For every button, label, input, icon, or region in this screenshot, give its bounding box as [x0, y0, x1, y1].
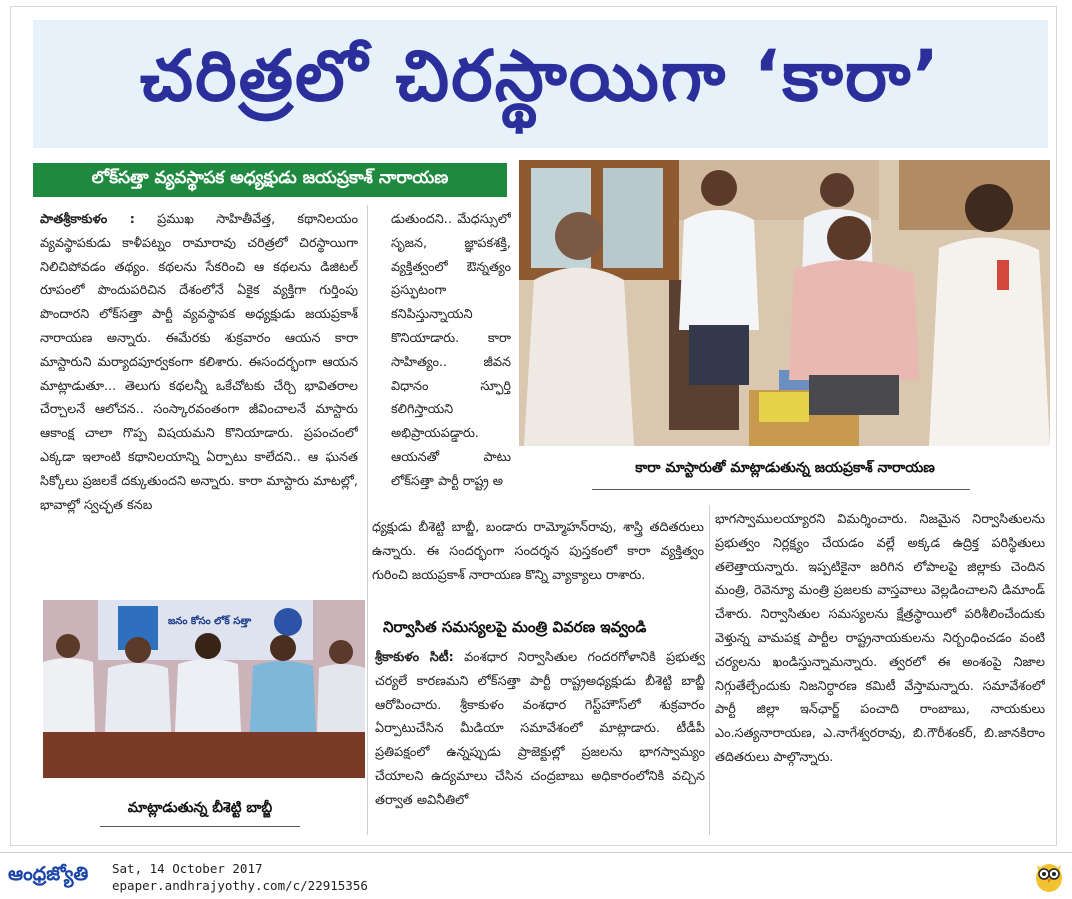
story2-column3 [715, 508, 1045, 828]
column-divider [367, 205, 368, 835]
story1-col2-wide-text: ధ్యక్షుడు బీశెట్టి బాబ్జీ, బండారు రామ్మోహన్‌రావు, శాస్త్రి తదితరులు ఉన్నారు. ఈ సందర్భంగా సందర్శన పుస్తకంలో కారా వ్యక్తిత్వం గురించి జయప్రకాశ్ నారాయణ కొన్ని వ్యాక్యాలు రాశారు. [372, 520, 704, 583]
caption-rule-left [100, 826, 300, 827]
story2-column2 [375, 646, 705, 834]
story2-subhead: నిర్వాసిత సమస్యలపై మంత్రి వివరణ ఇవ్వండి [383, 618, 647, 636]
column-divider [709, 505, 710, 835]
story1-column2 [391, 208, 511, 516]
photo-banner-text: జనం కోసం లోక్‌ సత్తా [168, 616, 252, 627]
footer-date: Sat, 14 October 2017 [112, 861, 263, 876]
caption-rule [592, 489, 970, 490]
headline: చరిత్రలో చిరస్థాయిగా ‘కారా’ [33, 20, 1048, 148]
story1-col1-text: ప్రముఖ సాహితీవేత్త, కథానిలయం వ్యవస్థాపకుడు కాళీపట్నం రామారావు చరిత్రలో చిరస్థాయిగా నిలిచిపోవడం తథ్యం. కథలను సేకరించి ఆ కథలను డిజిటల్ రూపంలో పొందుపరిచిన దేశంలోనే ఏకైక వ్యక్తిగా గుర్తింపు పొందారని లోక్‌సత్తా పార్టీ వ్యవస్థాపక అధ్యక్షుడు జయప్రకాశ్ నారాయణ అన్నారు. ఈమేరకు శుక్రవారం ఆయన కారా మాస్టారుని మర్యాదపూర్వకంగా కలిశారు. ఈసందర్భంగా ఆయన మాట్లాడుతూ... తెలుగు కథలన్నీ ఒకేచోటకు చేర్చి భావితరాల చేర్చాలనే ఆలోచన.. సంస్కారవంతంగా జీవించాలనే మాస్టారు ఆకాంక్ష చాలా గొప్ప విషయమని కొనియాడారు. ప్రపంచంలో ఎక్కడా ఇలాంటి కథానిలయాన్ని ఏర్పాటు కాలేదని.. ఆ ఘనత సిక్కోలు ప్రజలకే దక్కుతుందని అన్నారు. కారా మాస్టారు మాటల్లో, భావాల్లో స్వచ్ఛత కనబ [40, 212, 358, 513]
photo-meeting-image [519, 160, 1050, 446]
story1-column1 [40, 208, 358, 588]
photo-meeting-caption: కారా మాస్టారుతో మాట్లాడుతున్న జయప్రకాశ్ నారాయణ [635, 460, 935, 476]
epaper-footer [0, 852, 1072, 899]
kicker-strap: లోక్‌సత్తా వ్యవస్థాపక అధ్యక్షుడు జయప్రకాశ్ నారాయణ [33, 163, 507, 197]
story2-col3-text: భాగస్వాములయ్యారని విమర్శించారు. నిజమైన నిర్వాసితులను ప్రభుత్వం నిర్లక్ష్యం చేయడం వల్లే అక్కడ ఉద్రిక్త పరిస్థితులు తలెత్తాయన్నారు. ఇప్పటికైనా జరిగిన లోపాలపై జిల్లాకు చెందిన మంత్రి, రెవెన్యూ మంత్రి ప్రజలకు వాస్తవాలు వెల్లడించాలని డిమాండ్ చేశారు. నిర్వాసితుల సమస్యలను క్షేత్రస్థాయిలో పరిశీలించేందుకు వెళ్తున్న వామపక్ష పార్టీల రాష్ట్రనాయకులను నిర్బంధించడం వంటి చర్యలను ఖండిస్తున్నామన్నారు. త్వరలో ఈ అంశంపై నిజాల నిగ్గుతేల్చేందుకు నిజనిర్ధారణ కమిటీ వేస్తామన్నారు. సమావేశంలో పార్టీ జిల్లా ఇన్‌ఛార్జ్ పంచాది రాంబాబు, నాయకులు ఎం.సత్యనారాయణ, ఎ.నాగేశ్వరరావు, బి.గౌరీశంకర్, బి.జానకిరాం తదితరులు పాల్గొన్నారు. [715, 512, 1045, 765]
story1-column2-wide [372, 516, 704, 606]
story1-dateline: పాతశ్రీకాకుళం : [40, 212, 135, 227]
owl-icon[interactable] [1034, 859, 1064, 893]
footer-url[interactable]: epaper.andhrajyothy.com/c/22915356 [112, 878, 368, 893]
story1-col2-text: డుతుందని.. మేధస్సులో సృజన, జ్ఞాపకశక్తి, వ్యక్తిత్వంలో ఔన్నత్యం ప్రస్ఫుటంగా కనిపిస్తున్నాయని కొనియాడారు. కారా సాహిత్యం.. జీవన విధానం స్ఫూర్తి కలిగిస్తాయని అభిప్రాయపడ్డారు. ఆయనతో పాటు లోక్‌సత్తా పార్టీ రాష్ట్ర అ [391, 212, 511, 489]
publication-logo[interactable]: ఆంధ్రజ్యోతి [8, 863, 89, 885]
photo-meeting [519, 160, 1050, 446]
photo-press-meet [43, 600, 365, 778]
story2-col2-text: వంశధార నిర్వాసితుల గందరగోళానికి ప్రభుత్వ చర్యలే కారణమని లోక్‌సత్తా పార్టీ రాష్ట్రఅధ్యక్షుడు బీశెట్టి బాబ్జీ ఆరోపించారు. శ్రీకాకుళం వంశధార గెస్ట్‌హౌస్‌లో శుక్రవారం ఏర్పాటుచేసిన మీడియా సమావేశంలో మాట్లాడారు. టీడీపీ ప్రతిపక్షంలో ఉన్నప్పుడు ప్రాజెక్టుల్లో ప్రజలను భాగస్వామ్యం చేయాలని ఉద్యమాలు చేసిన చంద్రబాబు అధికారంలోనికి వచ్చిన తర్వాత అవినీతిలో [375, 650, 705, 808]
photo-press-meet-caption: మాట్లాడుతున్న బీశెట్టి బాబ్జీ [127, 800, 273, 816]
story2-dateline: శ్రీకాకుళం సిటీ: [375, 650, 454, 665]
